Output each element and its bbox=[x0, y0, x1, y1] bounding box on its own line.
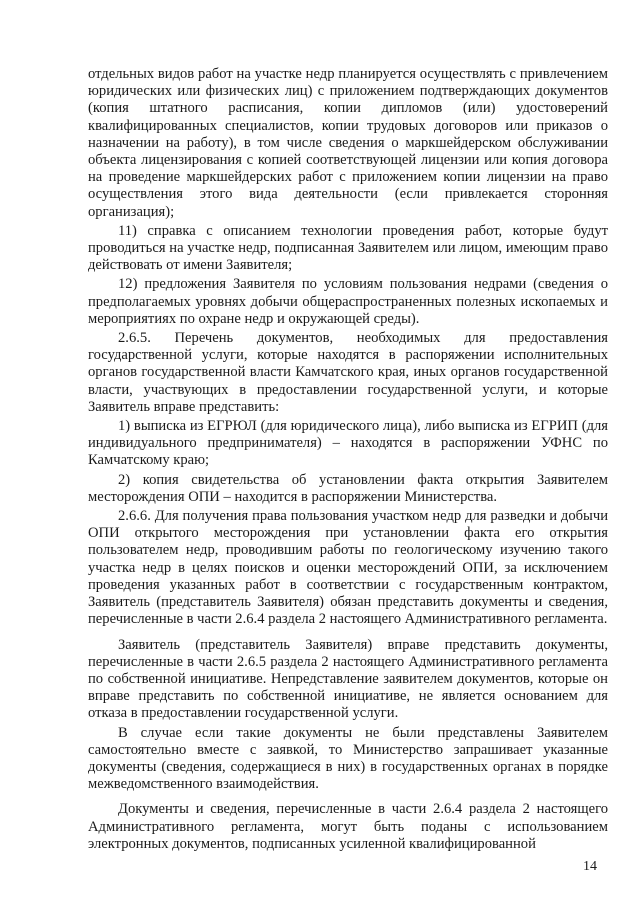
paragraph-interagency-request: В случае если такие документы не были представлены Заявителем самостоятельно вместе с заявкой, то Министерство запрашивает указанные документы (сведения, содержащиеся в них) в государственных органах в порядке межведомственного взаимодействия. bbox=[88, 724, 608, 793]
paragraph-item-2: 2) копия свидетельства об установлении факта открытия Заявителем месторождения ОПИ – находится в распоряжении Министерства. bbox=[88, 471, 608, 505]
paragraph-item-12: 12) предложения Заявителя по условиям пользования недрами (сведения о предполагаемых уровнях добычи общераспространенных полезных ископаемых и мероприятиях по охране недр и окружающей среды). bbox=[88, 276, 608, 327]
paragraph-2-6-6: 2.6.6. Для получения права пользования участком недр для разведки и добычи ОПИ открытого месторождения при установлении факта его открытия пользователем недр, проводившим работы по геологическому изучению такого участка недр в целях поисков и оценки месторождений ОПИ, за исключением проведения указанных работ в соответствии с государственным контрактом, Заявитель (представитель Заявителя) обязан представить документы и сведения, перечисленные в части 2.6.4 раздела 2 настоящего Административного регламента. bbox=[88, 508, 608, 628]
paragraph-electronic-documents: Документы и сведения, перечисленные в части 2.6.4 раздела 2 настоящего Административного регламента, могут быть поданы с использованием электронных документов, подписанных усиленной квалифицированной bbox=[88, 801, 608, 852]
paragraph-item-1: 1) выписка из ЕГРЮЛ (для юридического лица), либо выписка из ЕГРИП (для индивидуального предпринимателя) – находятся в распоряжении УФНС по Камчатскому краю; bbox=[88, 418, 608, 469]
paragraph-2-6-5: 2.6.5. Перечень документов, необходимых для предоставления государственной услуги, которые находятся в распоряжении исполнительных органов государственной власти Камчатского края, иных органов государственной власти, участвующих в предоставлении государственной услуги, и которые Заявитель вправе представить: bbox=[88, 330, 608, 415]
paragraph-applicant-right: Заявитель (представитель Заявителя) вправе представить документы, перечисленные в части 2.6.5 раздела 2 настоящего Административного регламента по собственной инициативе. Непредставление заявителем документов, которые он вправе представить по собственной инициативе, не является основанием для отказа в предоставлении государственной услуги. bbox=[88, 636, 608, 722]
page-number: 14 bbox=[583, 859, 597, 874]
paragraph-item-11: 11) справка с описанием технологии проведения работ, которые будут проводиться на участке недр, подписанная Заявителем или лицом, имеющим право действовать от имени Заявителя; bbox=[88, 222, 608, 274]
paragraph-continuation: отдельных видов работ на участке недр планируется осуществлять с привлечением юридических или физических лиц) с приложением подтверждающих документов (копия штатного расписания, копии дипломов (или) удостоверений квалифицированных специалистов, копии трудовых договоров или приказов о назначении на работу), в том числе сведения о маркшейдерском обслуживании объекта лицензирования с копией соответствующей лицензии или копия договора на проведение маркшейдерских работ с приложением копии лицензии на право осуществления этого вида деятельности (если привлекается сторонняя организация); bbox=[88, 66, 608, 220]
